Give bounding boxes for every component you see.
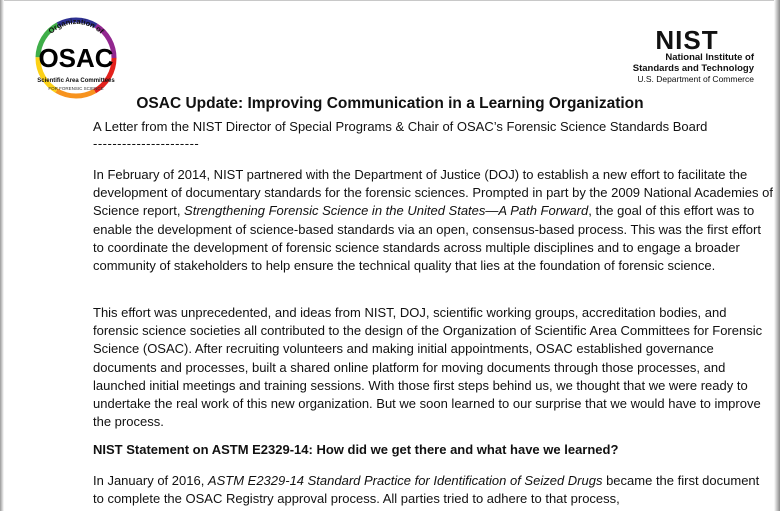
- nist-line-1: National Institute of: [665, 52, 754, 63]
- logo-main-text: OSAC: [38, 43, 114, 73]
- paragraph-3-text-a: In January of 2016,: [93, 473, 208, 488]
- document-subtitle: A Letter from the NIST Director of Special Programs & Chair of OSAC’s Forensic Science Standards Board: [93, 119, 708, 134]
- page-shadow-right: [774, 0, 780, 511]
- paragraph-1-text-a: In February of 2014, NIST partnered with the Department of Justice (DOJ) to establish a new effort to facilitate the development of documentary standards for the forensic sciences. Prompted in part by the 2009 National Academies of Science report,: [93, 167, 773, 219]
- nist-mark: NIST: [655, 25, 719, 55]
- section-heading: NIST Statement on ASTM E2329-14: How did we get there and what have we learned?: [93, 442, 619, 457]
- report-title: Strengthening Forensic Science in the United States—A Path Forward: [184, 203, 589, 219]
- nist-logo: [624, 25, 754, 85]
- logo-small-text: FOR FORENSIC SCIENCE: [48, 86, 104, 91]
- paragraph-3-text-b: became the first document to complete the OSAC Registry approval process. All parties tried to adhere to that process,: [93, 473, 760, 507]
- paragraph-1-text-b: , the goal of this effort was to enable the development of science-based standards via an open, consensus-based process. This was the first effort to coordinate the development of forensic science standards across multiple disciplines and to engage a broader community of stakeholders to help ensure the technical quality that lies at the foundation of forensic science.: [93, 203, 761, 274]
- nist-line-2: Standards and Technology: [632, 63, 754, 74]
- logo-bottom-text: Scientific Area Committees: [37, 78, 115, 84]
- separator-dashes: ----------------------: [93, 136, 200, 151]
- logo-top-text: Organization of: [46, 16, 106, 36]
- page-shadow-left: [0, 0, 4, 511]
- paragraph-2: This effort was unprecedented, and ideas from NIST, DOJ, scientific working groups, accreditation bodies, and forensic science societies all contributed to the design of the Organization of Scientific Area Committees for Forensic Science (OSAC). After recruiting volunteers and making initial appointments, OSAC established governance documents and processes, built a shared online platform for moving documents through those processes, and launched initial meetings and training sessions. With those first steps behind us, we thought that we were ready to undertake the real work of this new organization. But we soon learned to our surprise that we would have to improve the process.: [93, 305, 763, 430]
- paragraph-1: [93, 166, 773, 275]
- document-title: OSAC Update: Improving Communication in a Learning Organization: [136, 95, 644, 112]
- standard-title: ASTM E2329-14 Standard Practice for Identification of Seized Drugs: [207, 473, 603, 488]
- paragraph-3: [93, 472, 773, 508]
- osac-logo: [30, 14, 122, 100]
- nist-line-3: U.S. Department of Commerce: [637, 74, 754, 84]
